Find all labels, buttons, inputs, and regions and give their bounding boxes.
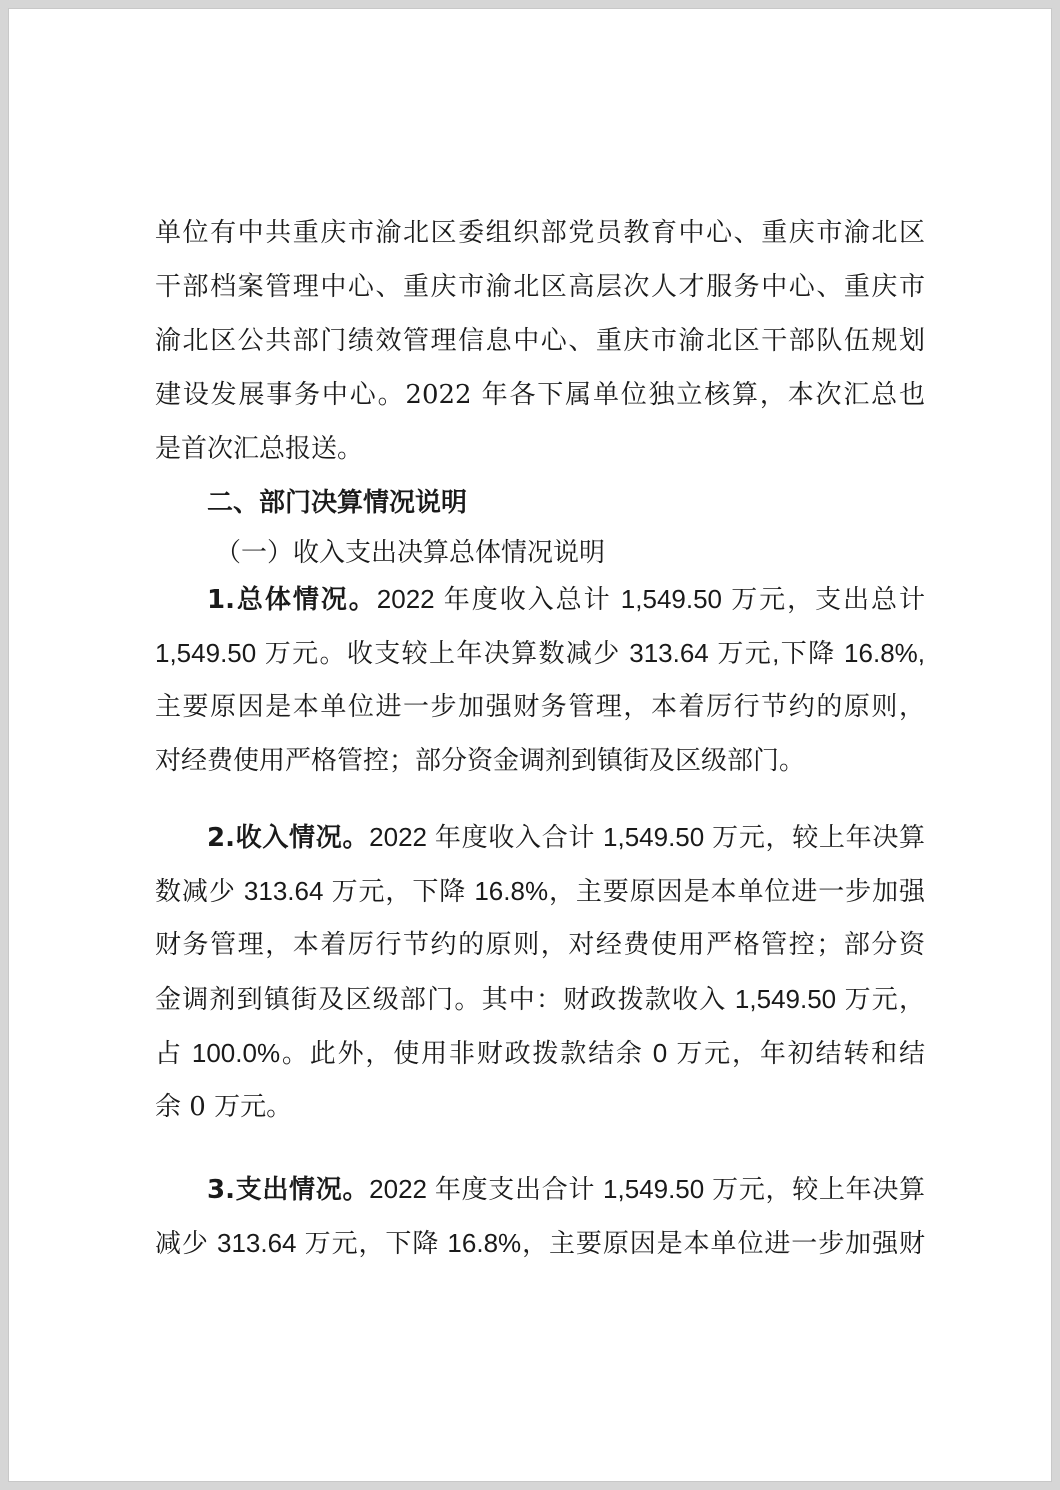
intro-line-3: 渝北区公共部门绩效管理信息中心、重庆市渝北区干部队伍规划 — [155, 326, 925, 356]
overall-line-2: 1,549.50 万元。收支较上年决算数减少 313.64 万元,下降 16.8%, — [155, 638, 925, 668]
income-line-2: 数减少 313.64 万元，下降 16.8%，主要原因是本单位进一步加强 — [155, 876, 925, 906]
income-line-3: 财务管理，本着厉行节约的原则，对经费使用严格管控；部分资 — [155, 930, 925, 960]
overall-line-1-text: 2022 年度收入总计 1,549.50 万元，支出总计 — [376, 584, 925, 614]
overall-label: 1.总体情况。 — [207, 585, 377, 615]
income-line-6: 余 0 万元。 — [155, 1092, 293, 1122]
income-label: 2.收入情况。 — [207, 823, 370, 853]
intro-line-5: 是首次汇总报送。 — [155, 434, 364, 464]
intro-line-1: 单位有中共重庆市渝北区委组织部党员教育中心、重庆市渝北区 — [155, 218, 925, 248]
document-page — [8, 8, 1052, 1482]
income-line-5: 占 100.0%。此外，使用非财政拨款结余 0 万元，年初结转和结 — [155, 1038, 925, 1068]
overall-line-4: 对经费使用严格管控；部分资金调剂到镇街及区级部门。 — [155, 746, 806, 776]
income-line-4: 金调剂到镇街及区级部门。其中：财政拨款收入 1,549.50 万元， — [155, 984, 925, 1014]
expense-label: 3.支出情况。 — [207, 1175, 370, 1205]
expense-line-1-text: 2022 年度支出合计 1,549.50 万元，较上年决算 — [369, 1174, 925, 1204]
section-heading: 二、部门决算情况说明 — [207, 488, 468, 518]
overall-line-1 — [207, 579, 925, 619]
income-line-1 — [207, 817, 925, 857]
intro-line-4: 建设发展事务中心。2022 年各下属单位独立核算，本次汇总也 — [155, 380, 925, 410]
subsection-heading: （一）收入支出决算总体情况说明 — [215, 538, 606, 568]
expense-line-2: 减少 313.64 万元，下降 16.8%，主要原因是本单位进一步加强财 — [155, 1228, 925, 1258]
income-line-1-text: 2022 年度收入合计 1,549.50 万元，较上年决算 — [369, 822, 925, 852]
intro-line-2: 干部档案管理中心、重庆市渝北区高层次人才服务中心、重庆市 — [155, 272, 925, 302]
overall-line-3: 主要原因是本单位进一步加强财务管理，本着厉行节约的原则， — [155, 692, 925, 722]
expense-line-1 — [207, 1169, 925, 1209]
